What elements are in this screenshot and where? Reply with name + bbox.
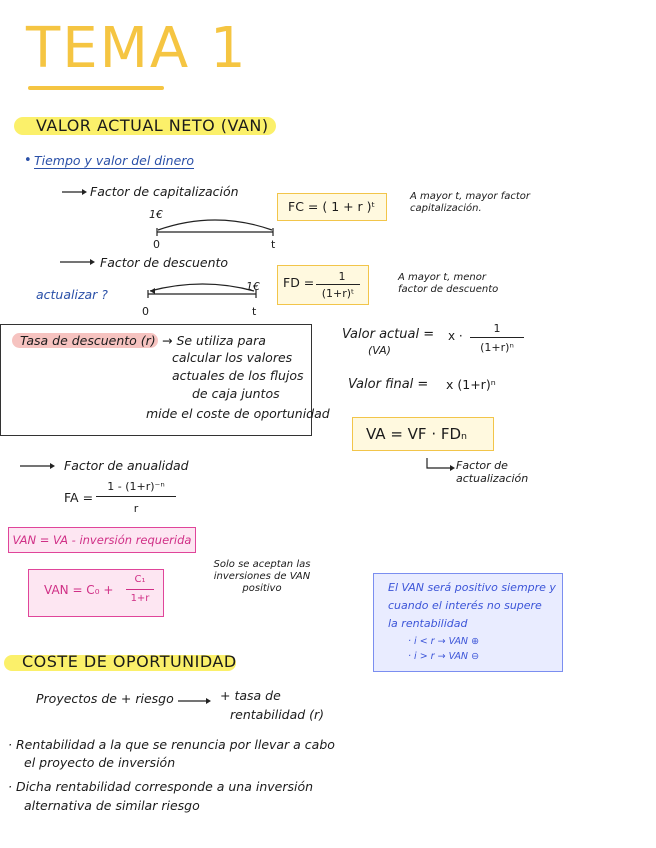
factor-capitalizacion-label: Factor de capitalización bbox=[90, 184, 239, 199]
tasa-line1: → Se utiliza para bbox=[162, 333, 266, 348]
fd-formula-left: FD = bbox=[283, 275, 315, 290]
valor-actual-x: x · bbox=[448, 329, 463, 343]
bullet2-line-a: · Dicha rentabilidad corresponde a una inversión bbox=[8, 779, 314, 794]
actualizacion-arrow bbox=[424, 456, 458, 476]
fa-denominator: r bbox=[133, 502, 139, 515]
van-formula-bar bbox=[126, 589, 154, 590]
van-formula-num: C₁ bbox=[134, 574, 146, 585]
bullet1-line-b: el proyecto de inversión bbox=[24, 755, 176, 770]
van-formula-den: 1+r bbox=[130, 593, 150, 604]
solo-aceptan-note: Solo se aceptan las inversiones de VAN positivo bbox=[213, 559, 311, 594]
subheading-tiempo: Tiempo y valor del dinero bbox=[34, 153, 195, 168]
fd-note: A mayor t, menor factor de descuento bbox=[398, 272, 499, 295]
section-heading-van: VALOR ACTUAL NETO (VAN) bbox=[36, 116, 269, 135]
desc-euro-label: 1€ bbox=[246, 280, 260, 293]
valor-actual-sub: (VA) bbox=[368, 344, 391, 357]
factor-anualidad-label: Factor de anualidad bbox=[64, 458, 189, 473]
tasa-rentabilidad-2: rentabilidad (r) bbox=[230, 707, 325, 722]
va-formula: VA = VF · FDₙ bbox=[366, 425, 468, 443]
blue-line2: cuando el interés no supere bbox=[388, 599, 542, 612]
actualizar-label: actualizar ? bbox=[36, 287, 108, 302]
desc-tick-0: 0 bbox=[142, 305, 149, 318]
factor-actualizacion-note: Factor de actualización bbox=[456, 459, 529, 485]
blue-line3: la rentabilidad bbox=[388, 617, 468, 630]
fd-denominator: (1+r)ᵗ bbox=[321, 287, 355, 300]
tasa-label: Tasa de descuento (r) bbox=[20, 333, 156, 348]
van-formula-left: VAN = C₀ + bbox=[44, 583, 114, 597]
cap-tick-t: t bbox=[271, 238, 276, 251]
blue-bullet1: · i < r → VAN ⊕ bbox=[408, 636, 480, 647]
valor-actual-den: (1+r)ⁿ bbox=[480, 341, 514, 354]
fc-formula: FC = ( 1 + r )ᵗ bbox=[288, 199, 376, 214]
subheading-bullet: • bbox=[24, 153, 32, 168]
tasa-line2: calcular los valores bbox=[172, 350, 293, 365]
valor-final-label: Valor final = bbox=[348, 377, 429, 392]
page-title: TEMA 1 bbox=[26, 16, 248, 81]
anualidad-arrow bbox=[18, 459, 58, 473]
tasa-line5: mide el coste de oportunidad bbox=[146, 406, 330, 421]
blue-line1: El VAN será positivo siempre y bbox=[388, 581, 556, 594]
valor-actual-bar bbox=[470, 337, 524, 338]
bullet2-line-b: alternativa de similar riesgo bbox=[24, 798, 200, 813]
cap-tick-0: 0 bbox=[153, 238, 160, 251]
tasa-rentabilidad-1: + tasa de bbox=[220, 688, 281, 703]
tasa-line3: actuales de los flujos bbox=[172, 368, 304, 383]
fa-numerator: 1 - (1+r)⁻ⁿ bbox=[107, 480, 165, 493]
fa-left: FA = bbox=[64, 490, 94, 505]
valor-actual-label: Valor actual = bbox=[342, 327, 435, 342]
blue-bullet2: · i > r → VAN ⊖ bbox=[408, 651, 480, 662]
fa-fraction-bar bbox=[96, 496, 176, 497]
title-underline bbox=[28, 86, 164, 90]
desc-tick-t: t bbox=[252, 305, 257, 318]
tasa-line4: de caja juntos bbox=[192, 386, 280, 401]
section-heading-coste: COSTE DE OPORTUNIDAD bbox=[22, 652, 237, 671]
factor-descuento-label: Factor de descuento bbox=[100, 255, 229, 270]
proyectos-riesgo: Proyectos de + riesgo bbox=[36, 691, 174, 706]
fc-note: A mayor t, mayor factor capitalización. bbox=[410, 191, 530, 214]
fd-fraction-bar bbox=[316, 284, 360, 285]
valor-final-formula: x (1+r)ⁿ bbox=[446, 377, 496, 392]
van-definition-box: VAN = VA - inversión requerida bbox=[8, 527, 196, 553]
fd-numerator: 1 bbox=[338, 270, 346, 283]
riesgo-arrow bbox=[176, 694, 214, 708]
valor-actual-num: 1 bbox=[493, 322, 501, 335]
cap-euro-label: 1€ bbox=[149, 208, 163, 221]
bullet1-line-a: · Rentabilidad a la que se renuncia por llevar a cabo bbox=[8, 737, 335, 752]
